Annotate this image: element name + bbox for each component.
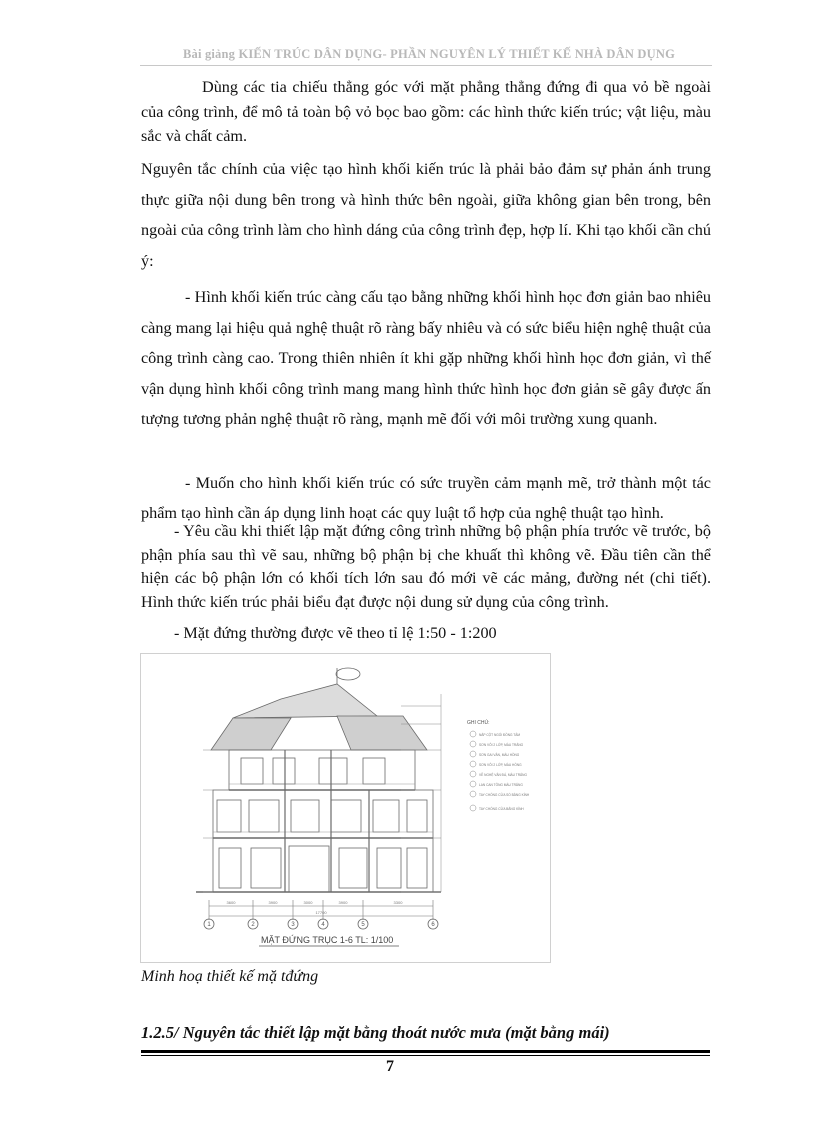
legend-item: SƠN GAI VÂN, MÀU HỒNG	[479, 753, 520, 757]
dimension-value: 3300	[393, 900, 403, 905]
axis-label: 3	[291, 922, 295, 928]
paragraph-elevation-requirements: - Yêu cầu khi thiết lập mặt đứng công trình những bộ phận phía trước vẽ trước, bộ phận phía sau thì vẽ sau, những bộ phận bị che khuất thì không vẽ. Đầu tiên cần thể hiện các bộ phận lớn có khối tích lớn sau đó mới vẽ các mảng, đường nét (chi tiết). Hình thức kiến trúc phải biểu đạt được nội dung sử dụng của công trình.	[141, 522, 711, 612]
legend-item: LAN CAN TÔNG MÀU TRẮNG	[479, 783, 523, 787]
legend-item: TAY CHỐNG CỬA SỔ BẰNG KÍNH	[479, 793, 530, 797]
running-header: Bài giảng KIẾN TRÚC DÂN DỤNG- PHẦN NGUYÊN LÝ THIẾT KẾ NHÀ DÂN DỤNG	[182, 47, 676, 61]
paragraph-simple-geometry: - Hình khối kiến trúc càng cấu tạo bằng những khối hình học đơn giản bao nhiêu càng mang lại hiệu quả nghệ thuật rõ ràng bấy nhiêu và có sức biểu hiện nghệ thuật của công trình càng cao. Trong thiên nhiên ít khi gặp những khối hình học đơn giản, vì thế vận dụng hình khối công trình mang mang hình thức hình học đơn giản sẽ gây được ấn tượng tương phản nghệ thuật rõ ràng, mạnh mẽ đối với môi trường xung quanh.	[141, 288, 711, 428]
legend-item: SƠN VÔI 2 LỚP, MÀU HỒNG	[479, 763, 522, 767]
drawing-title: MẶT ĐỨNG TRỤC 1-6 TL: 1/100	[261, 935, 394, 945]
axis-label: 6	[431, 922, 435, 928]
elevation-drawing	[141, 654, 550, 962]
footer-rule	[141, 1050, 710, 1053]
dimension-value: 3000	[303, 900, 313, 905]
dimension-value: 3900	[268, 900, 278, 905]
section-heading: 1.2.5/ Nguyên tắc thiết lập mặt bằng thoát nước mưa (mặt bằng mái)	[141, 1023, 610, 1042]
legend-item: SƠN VÔI 2 LỚP, MÀU TRẮNG	[479, 743, 524, 747]
figure-caption: Minh hoạ thiết kế mặ tđứng	[141, 968, 319, 985]
legend-item: TAY CHỐNG CỬA BẰNG KÍNH	[479, 807, 524, 811]
axis-label: 2	[251, 922, 255, 928]
footer-rule-thin	[141, 1055, 710, 1056]
paragraph-elevation-scale: - Mặt đứng thường được vẽ theo tỉ lệ 1:50 - 1:200	[174, 624, 497, 642]
axis-label: 4	[321, 922, 325, 928]
legend-item: NẮP CỘT NGÓI ĐỒNG TÂM	[479, 733, 521, 737]
dimension-value: 3900	[338, 900, 348, 905]
paragraph-elevation-definition: Dùng các tia chiếu thẳng góc với mặt phẳng thẳng đứng đi qua vỏ bề ngoài của công trình, để mô tả toàn bộ vỏ bọc bao gồm: các hình thức kiến trúc; vật liệu, màu sắc và chất cảm.	[141, 78, 711, 145]
header-rule	[140, 65, 712, 66]
axis-label: 1	[207, 922, 211, 928]
page-number: 7	[386, 1058, 394, 1075]
elevation-drawing-figure	[140, 653, 551, 963]
legend-title: GHI CHÚ:	[467, 720, 490, 726]
total-dimension: 17700	[315, 910, 327, 915]
paragraph-massing-principle: Nguyên tắc chính của việc tạo hình khối kiến trúc là phải bảo đảm sự phản ánh trung thực giữa nội dung bên trong và hình thức bên ngoài, giữa không gian bên trong, bên ngoài của công trình làm cho hình dáng của công trình đẹp, hợp lí. Khi tạo khối cần chú ý:	[141, 160, 711, 270]
paragraph-composition-rules: - Muốn cho hình khối kiến trúc có sức truyền cảm mạnh mẽ, trở thành một tác phẩm tạo hình cần áp dụng linh hoạt các quy luật tổ hợp của nghệ thuật tạo hình.	[141, 474, 711, 522]
legend-item: VỀ NGHỆ VÂN ĐÁ, MÀU TRẮNG	[479, 773, 527, 777]
axis-label: 5	[361, 922, 365, 928]
dimension-value: 3600	[226, 900, 236, 905]
